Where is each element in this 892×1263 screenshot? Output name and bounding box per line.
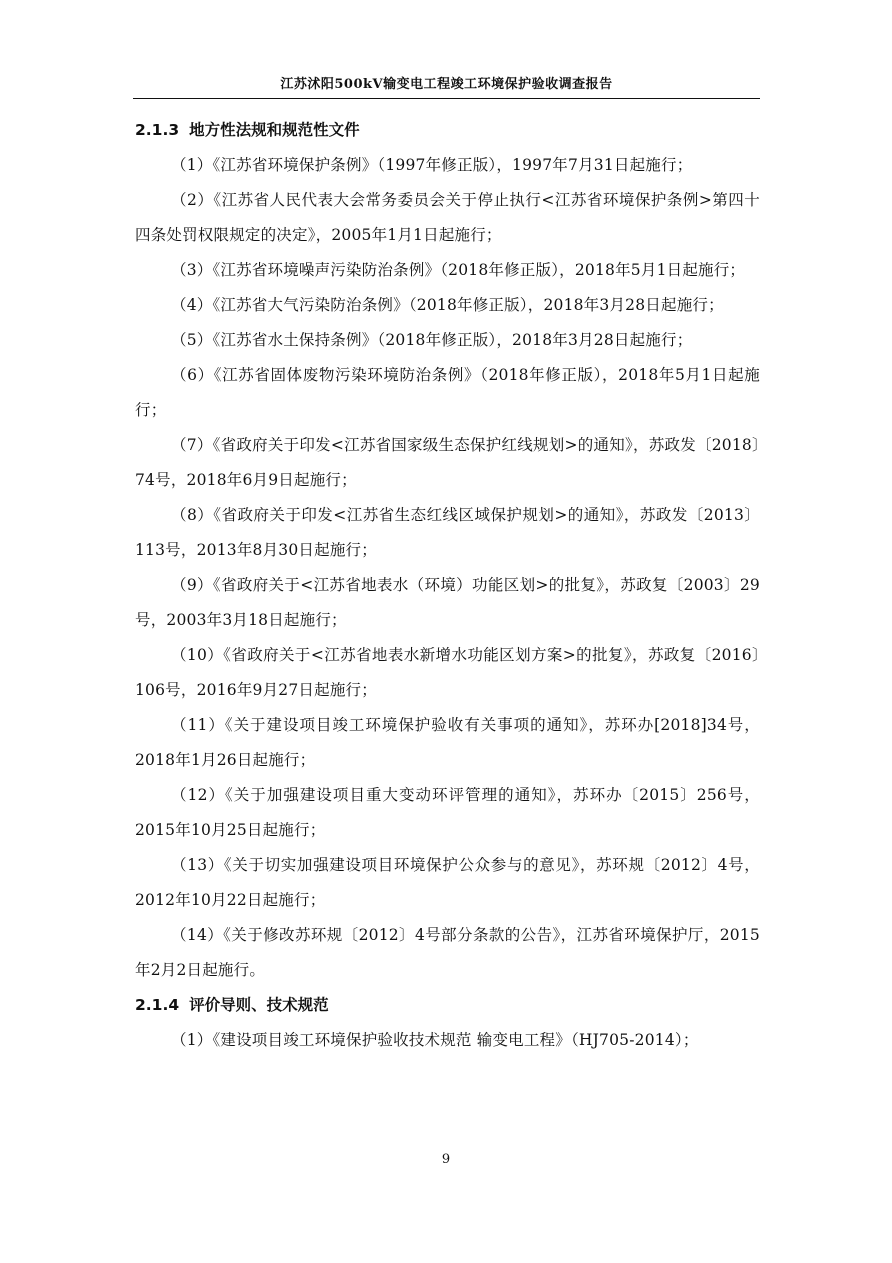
list-item: （14）《关于修改苏环规〔2012〕4号部分条款的公告》，江苏省环境保护厅，2015年2月2日起施行。 (135, 926, 760, 979)
section-title: 地方性法规和规范性文件 (189, 121, 360, 139)
list-item: （8）《省政府关于印发<江苏省生态红线区域保护规划>的通知》，苏政发〔2013〕113号，2013年8月30日起施行； (135, 506, 760, 559)
list-item: （5）《江苏省水土保持条例》（2018年修正版），2018年3月28日起施行； (171, 331, 693, 349)
page-content (135, 113, 760, 1058)
list-item: （3）《江苏省环境噪声污染防治条例》（2018年修正版），2018年5月1日起施行； (171, 261, 746, 279)
list-item: （13）《关于切实加强建设项目环境保护公众参与的意见》，苏环规〔2012〕4号，2012年10月22日起施行； (135, 856, 760, 909)
section-heading-2-1-4 (135, 988, 760, 1023)
list-item: （9）《省政府关于<江苏省地表水（环境）功能区划>的批复》，苏政复〔2003〕29号，2003年3月18日起施行； (135, 576, 760, 629)
section-heading-2-1-3 (135, 113, 760, 148)
page-number: 9 (441, 1152, 451, 1167)
section-title: 评价导则、技术规范 (189, 996, 329, 1014)
list-item: （1）《建设项目竣工环境保护验收技术规范 输变电工程》（HJ705-2014）； (171, 1031, 699, 1049)
list-item: （7）《省政府关于印发<江苏省国家级生态保护红线规划>的通知》，苏政发〔2018〕74号，2018年6月9日起施行； (135, 436, 760, 489)
list-item: （12）《关于加强建设项目重大变动环评管理的通知》，苏环办〔2015〕256号，2015年10月25日起施行； (135, 786, 760, 839)
header-divider (133, 98, 760, 99)
list-item: （2）《江苏省人民代表大会常务委员会关于停止执行<江苏省环境保护条例>第四十四条处罚权限规定的决定》，2005年1月1日起施行； (135, 191, 760, 244)
section-number: 2.1.3 (135, 121, 180, 139)
list-item: （6）《江苏省固体废物污染环境防治条例》（2018年修正版），2018年5月1日起施行； (135, 366, 760, 419)
list-item: （1）《江苏省环境保护条例》（1997年修正版），1997年7月31日起施行； (171, 156, 693, 174)
list-item: （4）《江苏省大气污染防治条例》（2018年修正版），2018年3月28日起施行； (171, 296, 724, 314)
section-number: 2.1.4 (135, 996, 180, 1014)
page-header: 江苏沭阳500kV输变电工程竣工环境保护验收调查报告 (280, 77, 613, 92)
list-item: （10）《省政府关于<江苏省地表水新增水功能区划方案>的批复》，苏政复〔2016〕106号，2016年9月27日起施行； (135, 646, 760, 699)
list-item: （11）《关于建设项目竣工环境保护验收有关事项的通知》，苏环办[2018]34号，2018年1月26日起施行； (135, 716, 760, 769)
